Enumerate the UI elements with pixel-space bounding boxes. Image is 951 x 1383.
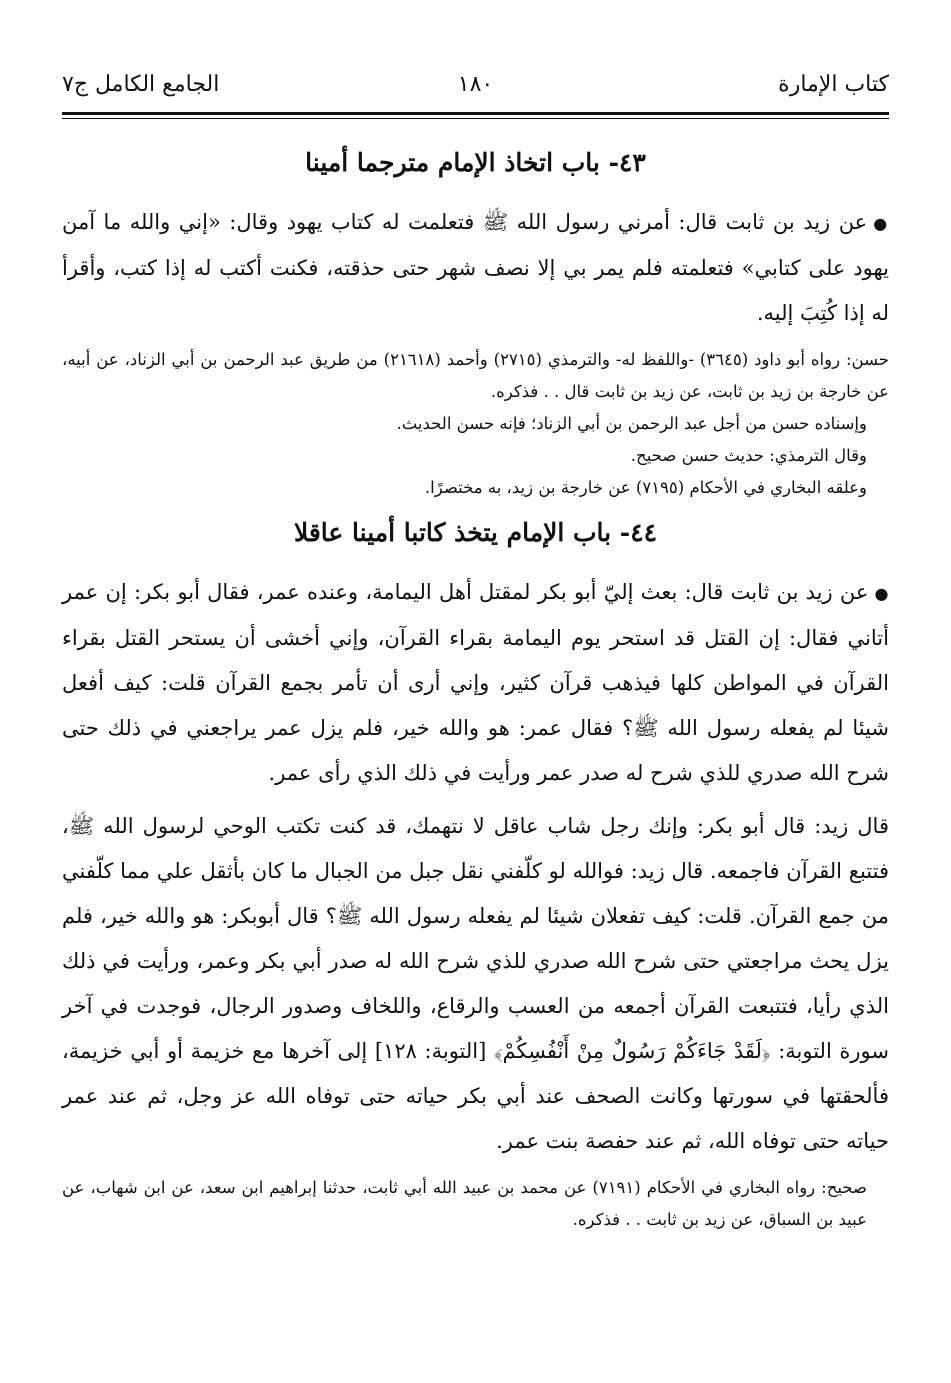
hadith-body: عن زيد بن ثابت قال: بعث إليّ أبو بكر لمقتل أهل اليمامة، وعنده عمر، فقال أبو بكر: إن عمر أتاني فقال: إن القتل قد استحر يوم اليمامة بقراء القرآن، وإني أخشى أن يستحر القتل بقراء القرآن في المواطن كلها فيذهب قرآن كثير، وإني أرى أن تأمر بجمع القرآن قلت: كيف أفعل شيئا لم يفعله رسول الله ﷺ؟ فقال عمر: هو والله خير، فلم يزل عمر يراجعني في ذلك حتى شرح الله صدري للذي شرح له صدر عمر ورأيت في ذلك الذي رأى عمر.: [62, 580, 889, 785]
takhrij-note: حسن: رواه أبو داود (٣٦٤٥) -واللفظ له- والترمذي (٢٧١٥) وأحمد (٢١٦١٨) من طريق عبد الرحمن بن أبي الزناد، عن أبيه، عن خارجة بن زيد بن ثابت، عن زيد بن ثابت قال . . فذكره.: [62, 350, 890, 401]
hadith-text-44: [62, 570, 889, 796]
takhrij-note: وقال الترمذي: حديث حسن صحيح.: [630, 446, 867, 465]
header-book-volume: الجامع الكامل ج٧: [62, 72, 220, 97]
header-section-name: كتاب الإمارة: [778, 72, 889, 97]
running-header: [62, 72, 889, 110]
bullet-icon: ●: [874, 584, 889, 603]
takhrij-note: وعلقه البخاري في الأحكام (٧١٩٥) عن خارجة بن زيد، به مختصرًا.: [424, 478, 867, 497]
takhrij-note: وإسناده حسن من أجل عبد الرحمن بن أبي الزناد؛ فإنه حسن الحديث.: [396, 414, 867, 433]
chapter-title-44: ٤٤- باب الإمام يتخذ كاتبا أمينا عاقلا: [293, 518, 658, 547]
bullet-icon: ●: [873, 214, 889, 233]
takhrij-notes-43: [62, 344, 889, 504]
hadith-text-43: [62, 200, 889, 336]
page-number: ١٨٠: [457, 72, 494, 97]
hadith-text-44-continued: قال زيد: قال أبو بكر: وإنك رجل شاب عاقل لا نتهمك، قد كنت تكتب الوحي لرسول الله ﷺ، فتتبع القرآن فاجمعه. قال زيد: فوالله لو كلّفني نقل جبل من الجبال ما كان بأثقل علي مما كلّفني من جمع القرآن. قلت: كيف تفعلان شيئا لم يفعله رسول الله ﷺ؟ قال أبوبكر: هو والله خير، فلم يزل يحث مراجعتي حتى شرح الله صدري للذي شرح الله له صدر أبي بكر وعمر، ورأيت في ذلك الذي رأيا، فتتبعت القرآن أجمعه من العسب والرقاع، واللخاف وصدور الرجال، فوجدت في آخر سورة التوبة: ﴿لَقَدْ جَاءَكُمْ رَسُولٌ مِنْ أَنْفُسِكُمْ﴾ [التوبة: ١٢٨] إلى آخرها مع خزيمة أو أبي خزيمة، فألحقتها في سورتها وكانت الصحف عند أبي بكر حياته حتى توفاه الله عز وجل، ثم عند عمر حياته حتى توفاه الله، ثم عند حفصة بنت عمر.: [62, 814, 889, 1153]
takhrij-note: صحيح: رواه البخاري في الأحكام (٧١٩١) عن محمد بن عبيد الله أبي ثابت، حدثنا إبراهيم ابن سعد، عن ابن شهاب، عن عبيد بن السباق، عن زيد بن ثابت . . فذكره.: [62, 1178, 867, 1229]
page-content: [62, 140, 889, 1236]
takhrij-notes-44: [62, 1172, 889, 1236]
chapter-title-43: ٤٣- باب اتخاذ الإمام مترجما أمينا: [305, 148, 646, 177]
hadith-body: عن زيد بن ثابت قال: أمرني رسول الله ﷺ فتعلمت له كتاب يهود وقال: «إني والله ما آمن يهود على كتابي» فتعلمته فلم يمر بي إلا نصف شهر حتى حذقته، فكنت أكتب له إذا كتب، وأقرأ له إذا كُتِبَ إليه.: [62, 210, 889, 325]
header-rule: [62, 112, 889, 119]
